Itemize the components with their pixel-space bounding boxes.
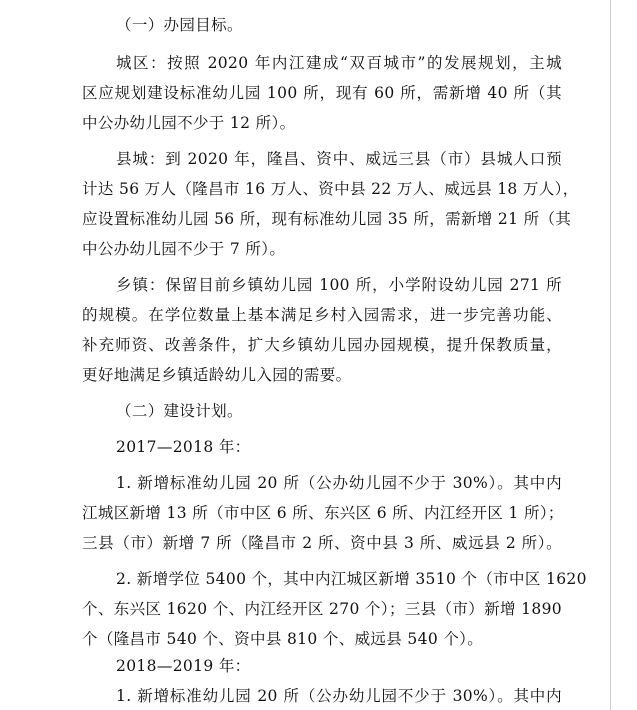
paragraph-line: 城区：按照 2020 年内江建成“双百城市”的发展规划，主城 — [116, 54, 562, 72]
paragraph-line: 补充师资、改善条件，扩大乡镇幼儿园办园规模，提升保教质量， — [82, 336, 562, 354]
paragraph-line: 中公办幼儿园不少于 12 所）。 — [82, 114, 296, 132]
paragraph-line: 1. 新增标准幼儿园 20 所（公办幼儿园不少于 30%）。其中内 — [116, 687, 562, 705]
paragraph-line: 应设置标准幼儿园 56 所，现有标准幼儿园 35 所，需新增 21 所（其 — [82, 210, 572, 228]
heading-construction-plan: （二）建设计划。 — [116, 402, 243, 420]
paragraph-line: 中公办幼儿园不少于 7 所）。 — [82, 240, 286, 258]
paragraph-line: 三县（市）新增 7 所（隆昌市 2 所、资中县 3 所、威远县 2 所）。 — [82, 534, 562, 552]
paragraph-line: 区应规划建设标准幼儿园 100 所，现有 60 所，需新增 40 所（其 — [82, 84, 562, 102]
paragraph-line: 江城区新增 13 所（市中区 6 所、东兴区 6 所、内江经开区 1 所）； — [82, 504, 564, 522]
heading-goals: （一）办园目标。 — [116, 16, 243, 34]
paragraph-line: 县城：到 2020 年，隆昌、资中、威远三县（市）县城人口预 — [116, 150, 562, 168]
paragraph-line: 个（隆昌市 540 个、资中县 810 个、威远县 540 个）。 — [82, 630, 484, 648]
paragraph-line: 1. 新增标准幼儿园 20 所（公办幼儿园不少于 30%）。其中内 — [116, 474, 562, 492]
paragraph-line: 乡镇：保留目前乡镇幼儿园 100 所，小学附设幼儿园 271 所 — [116, 276, 562, 294]
page-edge-divider — [610, 0, 611, 710]
paragraph-line: 计达 56 万人（隆昌市 16 万人、资中县 22 万人、威远县 18 万人）， — [82, 180, 579, 198]
year-range-heading: 2017—2018 年： — [116, 438, 251, 456]
paragraph-line: 的规模。在学位数量上基本满足乡村入园需求，进一步完善功能、 — [82, 306, 562, 324]
paragraph-line: 更好地满足乡镇适龄幼儿入园的需要。 — [82, 366, 352, 384]
paragraph-line: 个、东兴区 1620 个、内江经开区 270 个）；三县（市）新增 1890 — [82, 600, 562, 618]
year-range-heading: 2018—2019 年： — [116, 657, 251, 675]
paragraph-line: 2. 新增学位 5400 个，其中内江城区新增 3510 个（市中区 1620 — [116, 570, 587, 588]
